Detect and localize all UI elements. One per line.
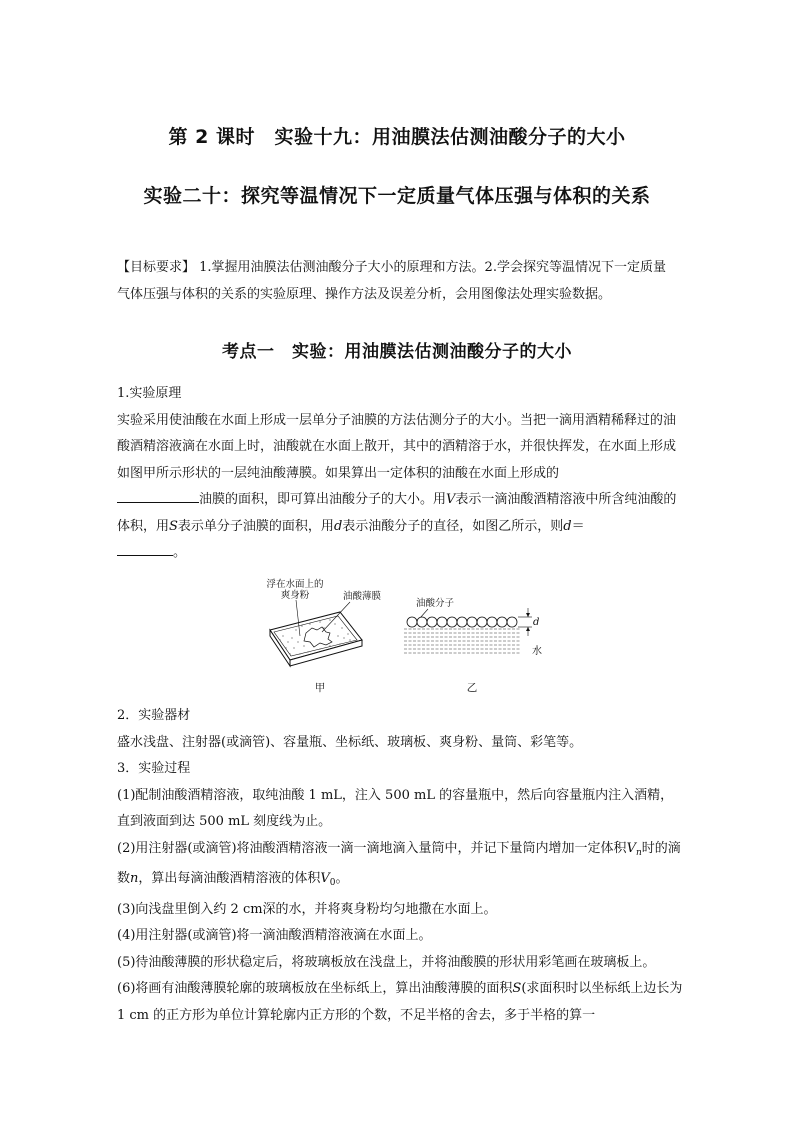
equipment-heading: 2．实验器材 [117, 708, 191, 723]
molecule-layer-diagram [404, 597, 542, 694]
principle-heading: 1.实验原理 [117, 386, 182, 401]
var-v0: V [320, 871, 330, 886]
var-s: S [169, 518, 178, 534]
step6-text-a: (6)将画有油酸薄膜轮廓的玻璃板放在坐标纸上，算出油酸薄膜的面积 [117, 981, 513, 996]
principle-text-a: 实验采用使油酸在水面上形成一层单分子油膜的方法估测分子的大小。当把一滴用酒精稀释过的油酸酒精溶液滴在水面上时，油酸就在水面上散开，其中的酒精溶于水，并很快挥发，在水面上形成如图甲所示形状的一层纯油酸薄膜。如果算出一定体积的油酸在水面上形成的 [117, 412, 677, 481]
var-n: n [130, 871, 139, 886]
oil-molecules [407, 617, 517, 627]
label-floating-powder-2: 爽身粉 [280, 590, 310, 601]
principle-text-g: 。 [173, 545, 187, 560]
equals-sign: ＝ [571, 518, 585, 534]
principle-text-e: 表示油酸分子的直径，如图乙所示，则 [342, 518, 564, 534]
process-step-1: (1)配制油酸酒精溶液，取纯油酸 1 mL，注入 500 mL 的容量瓶中，然后向容量瓶内注入酒精，直到液面到达 500 mL 刻度线为止。 [117, 787, 674, 829]
fill-blank[interactable] [117, 488, 199, 503]
caption-yi: 乙 [466, 682, 478, 694]
process-step-6 [117, 976, 683, 1029]
label-water: 水 [532, 646, 542, 657]
process-step-4: (4)用注射器(或滴管)将一滴油酸酒精溶液滴在水面上。 [117, 928, 432, 943]
principle-text-b: 油膜的面积，即可算出油酸分子的大小。用 [199, 492, 447, 507]
label-floating-powder-1: 浮在水面上的 [266, 579, 324, 590]
tray-diagram [266, 578, 381, 694]
process-step-5: (5)待油酸薄膜的形状稳定后，将玻璃板放在浅盘上，并将油酸膜的形状用彩笔画在玻璃板上。 [117, 954, 656, 970]
label-d: d [533, 617, 540, 628]
equipment-and-process [117, 703, 683, 1029]
process-step-3: (3)向浅盘里倒入约 2 cm深的水，并将爽身粉均匀地撒在水面上。 [117, 901, 497, 917]
var-vn: V [626, 840, 636, 856]
experiment-subtitle: 实验二十：探究等温情况下一定质量气体压强与体积的关系 [143, 185, 651, 207]
water-lines [404, 629, 520, 653]
section-title: 考点一 实验：用油膜法估测油酸分子的大小 [222, 342, 572, 362]
lesson-title: 第 2 课时 实验十九：用油膜法估测油酸分子的大小 [168, 126, 626, 148]
principle-text-c: 表示一滴油酸酒精溶液中所含纯油酸的体积，用 [117, 492, 677, 534]
label-oil-molecule: 油酸分子 [415, 598, 455, 609]
experiment-figure [250, 578, 550, 698]
fill-blank-answer[interactable] [117, 541, 173, 556]
learning-goals [117, 254, 677, 308]
var-v: V [446, 492, 456, 507]
principle-block [117, 381, 683, 567]
principle-paragraph [117, 408, 683, 567]
equipment-text: 盛水浅盘、注射器(或滴管)、容量瓶、坐标纸、玻璃板、爽身粉、量筒、彩笔等。 [117, 734, 583, 750]
var-vn-sub: n [635, 847, 642, 858]
caption-jia: 甲 [314, 682, 326, 694]
step6-text-b: (求面积时以坐标纸上边长为 1 cm 的正方形为单位计算轮廓内正方形的个数，不足半格的舍去，多于半格的算一 [117, 981, 683, 1023]
principle-text-d: 表示单分子油膜的面积，用 [177, 518, 334, 534]
goal-text: 1.掌握用油膜法估测油酸分子大小的原理和方法。2.学会探究等温情况下一定质量气体压强与体积的关系的实验原理、操作方法及误差分析，会用图像法处理实验数据。 [117, 260, 666, 302]
step2-text-c: ，算出每滴油酸酒精溶液的体积 [138, 871, 321, 886]
label-oil-film: 油酸薄膜 [342, 591, 382, 602]
process-heading: 3．实验过程 [117, 761, 191, 776]
step2-text-d: 。 [335, 871, 349, 886]
var-s-area: S [512, 981, 522, 996]
var-v0-sub: 0 [329, 878, 336, 888]
var-d: d [333, 518, 343, 534]
step2-text-b: 时的滴数 [117, 840, 681, 886]
goal-label: 【目标要求】 [117, 260, 196, 275]
var-d-answer: d [563, 518, 572, 534]
step2-text-a: (2)用注射器(或滴管)将油酸酒精溶液一滴一滴地滴入量筒中，并记下量筒内增加一定体积 [117, 840, 627, 856]
process-step-2 [117, 836, 683, 897]
